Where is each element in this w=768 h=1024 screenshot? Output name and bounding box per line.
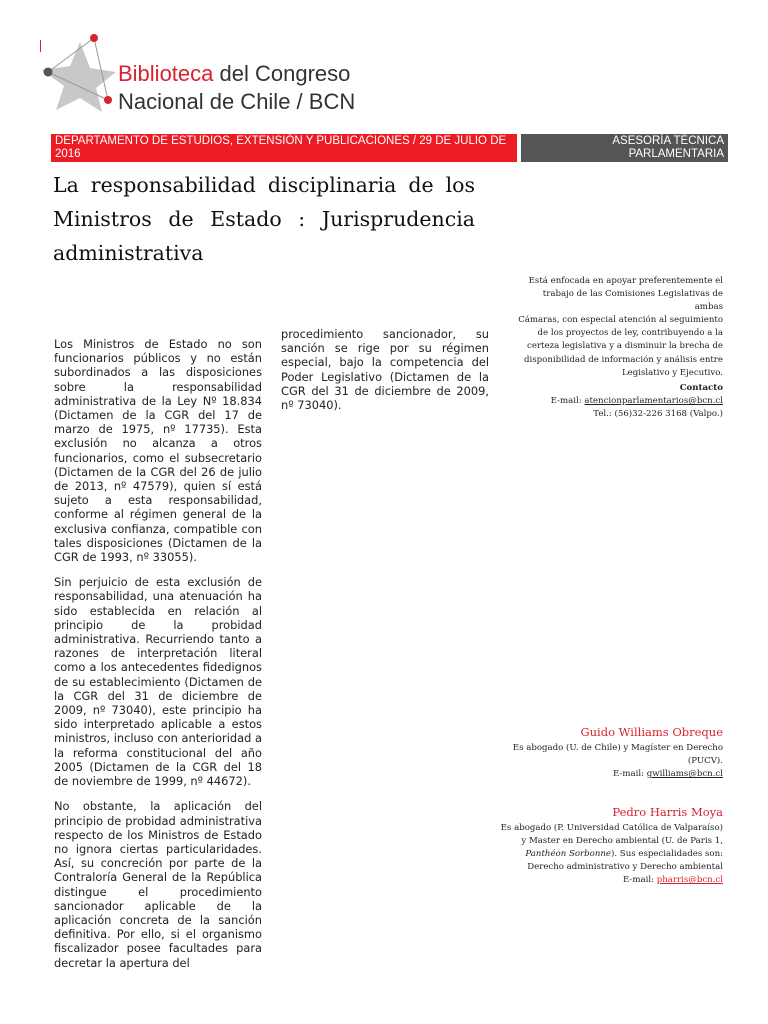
- sidebar-intro-line: Cámaras, con especial atención al seguimiento: [518, 315, 723, 326]
- sidebar-intro-line: Legislativo y Ejecutivo.: [621, 367, 723, 378]
- contact-phone: Tel.: (56)32-226 3168 (Valpo.): [593, 409, 723, 420]
- author-card: [463, 805, 723, 887]
- body-column-right: [281, 327, 489, 423]
- author-name: Pedro Harris Moya: [612, 805, 723, 819]
- body-paragraph: Los Ministros de Estado no son funcionarios públicos y no están subordinados a las disposiciones sobre la responsabilidad administrativa de la Ley Nº 18.834 (Dictamen de la CGR del 17 de marzo de 1975, nº 17735). Esta exclusión no alcanza a otros funcionarios, como el subsecretario (Dictamen de la CGR del 26 de julio de 2013, nº 47579), quien sí está sujeto a esta responsabilidad, conforme al régimen general de la exclusiva confianza, compatible con tales disposiciones (Dictamen de la CGR de 1993, nº 33055).: [54, 337, 262, 565]
- sidebar-intro-line: disponibilidad de información y análisis entre: [524, 354, 723, 365]
- contact-email-line: E-mail: atencionparlamentarios@bcn.cl: [550, 396, 723, 407]
- body-paragraph: procedimiento sancionador, su sanción se rige por su régimen especial, bajo la competencia del Poder Legislativo (Dictamen de la CGR del 31 de diciembre de 2009, nº 73040).: [281, 327, 489, 413]
- author-description: Es abogado (U. de Chile) y Magíster en Derecho (PUCV). E-mail: gwilliams@bcn.cl: [463, 742, 723, 781]
- contact-email-link[interactable]: atencionparlamentarios@bcn.cl: [584, 396, 723, 407]
- bcn-logo[interactable]: [38, 34, 356, 114]
- author-card: [463, 725, 723, 781]
- sidebar-contact: [513, 382, 723, 421]
- sidebar-intro-line: de los proyectos de ley, contribuyendo a la: [537, 328, 723, 339]
- sidebar-intro-line: certeza legislativa y a disminuir la brecha de: [527, 341, 723, 352]
- body-paragraph: No obstante, la aplicación del principio de probidad administrativa respecto de los Ministros de Estado no ignora ciertas particularidades. Así, su concreción por parte de la Contraloría General de la República distingue el procedimiento sancionador aplicable de la aplicación concreta de la sanción definitiva. Por ello, si el organismo fiscalizador posee facultades para decretar la apertura del: [54, 799, 262, 970]
- sidebar-intro-line: trabajo de las Comisiones Legislativas de ambas: [542, 289, 723, 313]
- department-banner: DEPARTAMENTO DE ESTUDIOS, EXTENSIÓN Y PUBLICACIONES / 29 DE JULIO DE 2016: [51, 134, 517, 162]
- author-email-line: E-mail: gwilliams@bcn.cl: [612, 769, 723, 779]
- star-logo-icon: [38, 34, 118, 114]
- logo-text-line1: Biblioteca del Congreso: [118, 61, 351, 86]
- sidebar-intro: [513, 275, 723, 380]
- contact-heading: Contacto: [679, 383, 723, 393]
- body-paragraph: Sin perjuicio de esta exclusión de responsabilidad, una atenuación ha sido establecida en relación al principio de la probidad administrativa. Recurriendo tanto a razones de interpretación literal como a los antecedentes fidedignos de su establecimiento (Dictamen de la CGR del 31 de diciembre de 2009, nº 73040), este principio ha sido interpretado aplicable a estos ministros, incluso con anterioridad a la reforma constitucional del año 2005 (Dictamen de la CGR del 18 de noviembre de 1999, nº 44672).: [54, 575, 262, 789]
- sidebar-intro-line: Está enfocada en apoyar preferentemente el: [528, 276, 723, 286]
- author-email-link[interactable]: pharris@bcn.cl: [656, 875, 723, 885]
- author-email-line: E-mail: pharris@bcn.cl: [622, 875, 723, 885]
- document-title: La responsabilidad disciplinaria de los Ministros de Estado : Jurisprudencia administrativa: [53, 173, 475, 265]
- author-description: Es abogado (P. Universidad Católica de Valparaíso) y Master en Derecho ambiental (U. de Paris 1, Panthéon Sorbonne). Sus especialidades son: Derecho administrativo y Derecho ambiental E-mail: pharris@bcn.cl: [463, 822, 723, 887]
- unit-banner: ASESORÍA TÉCNICA PARLAMENTARIA: [521, 134, 728, 162]
- author-name: Guido Williams Obreque: [580, 725, 723, 739]
- logo-text-line2: Nacional de Chile / BCN: [118, 89, 356, 114]
- body-column-left: [54, 337, 262, 981]
- author-email-link[interactable]: gwilliams@bcn.cl: [646, 769, 723, 779]
